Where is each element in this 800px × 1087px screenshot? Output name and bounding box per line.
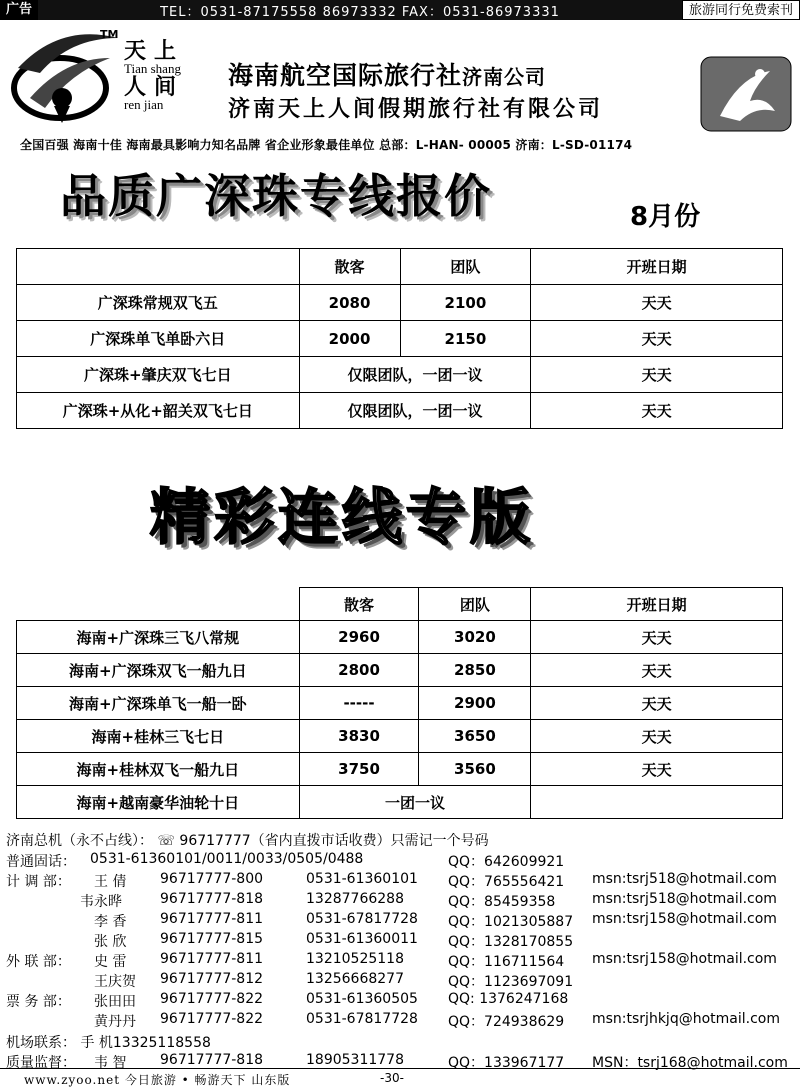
person-msn: msn:tsrj518@hotmail.com	[592, 891, 777, 907]
person-qq: QQ：133967177	[448, 1055, 565, 1071]
top-bar	[0, 0, 800, 20]
schedule-cell: 天天	[531, 654, 783, 687]
person-name: 黄丹丹	[94, 1014, 136, 1030]
route-cell: 海南+越南豪华油轮十日	[17, 786, 300, 819]
person-msn: MSN：tsrj168@hotmail.com	[592, 1055, 788, 1071]
person-phone: 0531-61360011	[306, 931, 418, 947]
person-msn: msn:tsrj158@hotmail.com	[592, 911, 777, 927]
tianshang-cn: 天上	[124, 38, 185, 64]
person-qq: QQ：1021305887	[448, 914, 574, 930]
table-row	[17, 621, 783, 654]
table-row	[17, 357, 783, 393]
schedule-cell: 天天	[531, 720, 783, 753]
table-row	[17, 285, 783, 321]
dept-label: 质量监督：	[6, 1055, 76, 1071]
price-note-cell: 仅限团队，一团一议	[299, 393, 531, 429]
page-title: 品质广深珠专线报价	[60, 169, 492, 223]
table-row	[17, 720, 783, 753]
person-name: 张田田	[94, 994, 136, 1010]
month-label: 8月份	[630, 202, 701, 232]
group-price-cell: 2850	[419, 654, 531, 687]
slogan: 全国百强 海南十佳 海南最具影响力知名品牌 省企业形象最佳单位 总部：L-HAN- 00005 济南：L-SD-01174	[20, 138, 633, 152]
person-ext: 96717777-811	[160, 911, 264, 927]
swoosh-logo-icon	[10, 28, 122, 128]
group-price-cell: 2900	[419, 687, 531, 720]
group-price-cell: 3020	[419, 621, 531, 654]
person-qq: QQ：724938629	[448, 1014, 565, 1030]
person-name: 李 香	[94, 914, 127, 930]
schedule-cell: 天天	[531, 321, 783, 357]
route-cell: 广深珠常规双飞五	[17, 285, 300, 321]
person-phone: 13256668277	[306, 971, 404, 987]
company-subname: 济南天上人间假期旅行社有限公司	[228, 97, 604, 122]
table-row	[17, 753, 783, 786]
header-cell	[17, 249, 300, 285]
route-cell: 海南+桂林三飞七日	[17, 720, 300, 753]
person-name: 史 雷	[94, 954, 127, 970]
company-name	[228, 56, 546, 92]
footer-site: www.zyoo.net 今日旅游 • 畅游天下 山东版	[24, 1073, 291, 1087]
hotline-text: 济南总机（永不占线）： ☏ 96717777（省内直拨市话收费）只需记一个号码	[6, 833, 489, 849]
dept-label: 外 联 部：	[6, 954, 71, 970]
tianshang-wordmark	[124, 40, 224, 112]
person-ext: 96717777-811	[160, 951, 264, 967]
person-phone: 0531-61360505	[306, 991, 418, 1007]
person-name: 韦 智	[94, 1055, 127, 1071]
schedule-cell: 天天	[531, 687, 783, 720]
person-phone: 13287766288	[306, 891, 404, 907]
ad-tag: 广告	[0, 0, 38, 20]
route-cell: 广深珠+肇庆双飞七日	[17, 357, 300, 393]
individual-price-cell: 2800	[299, 654, 419, 687]
route-cell: 海南+广深珠单飞一船一卧	[17, 687, 300, 720]
person-name: 韦永晔	[80, 894, 122, 910]
trademark: TM	[100, 28, 119, 41]
header-cell: 团队	[419, 588, 531, 621]
person-phone: 0531-61360101	[306, 871, 418, 887]
group-price-cell: 3560	[419, 753, 531, 786]
person-msn: msn:tsrjhkjq@hotmail.com	[592, 1011, 780, 1027]
group-price-cell: 3650	[419, 720, 531, 753]
header-cell: 团队	[400, 249, 531, 285]
special-banner: 精彩连线专版	[150, 483, 534, 553]
person-msn: msn:tsrj158@hotmail.com	[592, 951, 777, 967]
hainan-airlines-logo-icon	[700, 56, 792, 132]
dept-label: 计 调 部：	[6, 874, 71, 890]
route-cell: 海南+广深珠双飞一船九日	[17, 654, 300, 687]
individual-price-cell: 2960	[299, 621, 419, 654]
schedule-cell: 天天	[531, 285, 783, 321]
header-cell: 散客	[299, 588, 419, 621]
table-row	[17, 393, 783, 429]
schedule-cell: 天天	[531, 393, 783, 429]
dept-label: 票 务 部：	[6, 994, 71, 1010]
individual-price-cell: 3830	[299, 720, 419, 753]
person-msn: msn:tsrj518@hotmail.com	[592, 871, 777, 887]
person-name: 王庆贺	[94, 974, 136, 990]
fixed-value: 0531-61360101/0011/0033/0505/0488	[90, 851, 364, 867]
table-row	[17, 321, 783, 357]
person-ext: 96717777-818	[160, 891, 264, 907]
person-phone: 18905311778	[306, 1052, 404, 1068]
price-table-gsz	[16, 248, 783, 429]
person-qq: QQ：116711564	[448, 954, 565, 970]
price-note-cell: 一团一议	[299, 786, 531, 819]
schedule-cell	[531, 786, 783, 819]
individual-price-cell: 3750	[299, 753, 419, 786]
price-table-hainan	[16, 587, 783, 819]
top-contact: TEL：0531-87175558 86973332 FAX：0531-86973331	[160, 4, 560, 20]
person-name: 张 欣	[94, 934, 127, 950]
renjian-pinyin: ren jian	[124, 97, 164, 112]
schedule-cell: 天天	[531, 357, 783, 393]
table-row	[17, 654, 783, 687]
route-cell: 海南+桂林双飞一船九日	[17, 753, 300, 786]
person-qq: QQ：1328170855	[448, 934, 574, 950]
person-ext: 96717777-815	[160, 931, 264, 947]
person-phone: 13210525118	[306, 951, 404, 967]
person-qq: QQ：1123697091	[448, 974, 574, 990]
table-header-row	[17, 249, 783, 285]
price-note-cell: 仅限团队，一团一议	[299, 357, 531, 393]
airport-contact: 机场联系： 手 机13325118558	[6, 1035, 211, 1051]
header-cell: 散客	[299, 249, 400, 285]
route-cell: 广深珠单飞单卧六日	[17, 321, 300, 357]
free-catalog-label: 旅游同行免费索刊	[682, 0, 800, 20]
header-cell: 开班日期	[531, 588, 783, 621]
tianshang-pinyin: Tian shang	[124, 61, 181, 76]
header-cell	[17, 588, 300, 621]
person-ext: 96717777-822	[160, 1011, 264, 1027]
renjian-cn: 人间	[124, 74, 185, 100]
person-ext: 96717777-822	[160, 991, 264, 1007]
group-price-cell: 2100	[400, 285, 531, 321]
company-branch: 济南公司	[462, 65, 547, 89]
individual-price-cell: -----	[299, 687, 419, 720]
header	[0, 20, 800, 132]
person-qq: QQ: 1376247168	[448, 991, 569, 1007]
schedule-cell: 天天	[531, 753, 783, 786]
person-qq: QQ：85459358	[448, 894, 556, 910]
footer	[0, 1068, 800, 1087]
route-cell: 广深珠+从化+韶关双飞七日	[17, 393, 300, 429]
individual-price-cell: 2080	[299, 285, 400, 321]
person-ext: 96717777-800	[160, 871, 264, 887]
person-ext: 96717777-812	[160, 971, 264, 987]
page-number: -30-	[380, 1071, 404, 1085]
table-row	[17, 786, 783, 819]
table-row	[17, 687, 783, 720]
route-cell: 海南+广深珠三飞八常规	[17, 621, 300, 654]
header-cell: 开班日期	[531, 249, 783, 285]
fixed-label: 普通固话：	[6, 854, 76, 870]
company-main: 海南航空国际旅行社	[228, 61, 463, 90]
table-header-row	[17, 588, 783, 621]
person-qq: QQ：765556421	[448, 874, 565, 890]
schedule-cell: 天天	[531, 621, 783, 654]
person-ext: 96717777-818	[160, 1052, 264, 1068]
fixed-qq: QQ：642609921	[448, 854, 565, 870]
individual-price-cell: 2000	[299, 321, 400, 357]
person-phone: 0531-67817728	[306, 1011, 418, 1027]
person-name: 王 倩	[94, 874, 127, 890]
person-phone: 0531-67817728	[306, 911, 418, 927]
group-price-cell: 2150	[400, 321, 531, 357]
